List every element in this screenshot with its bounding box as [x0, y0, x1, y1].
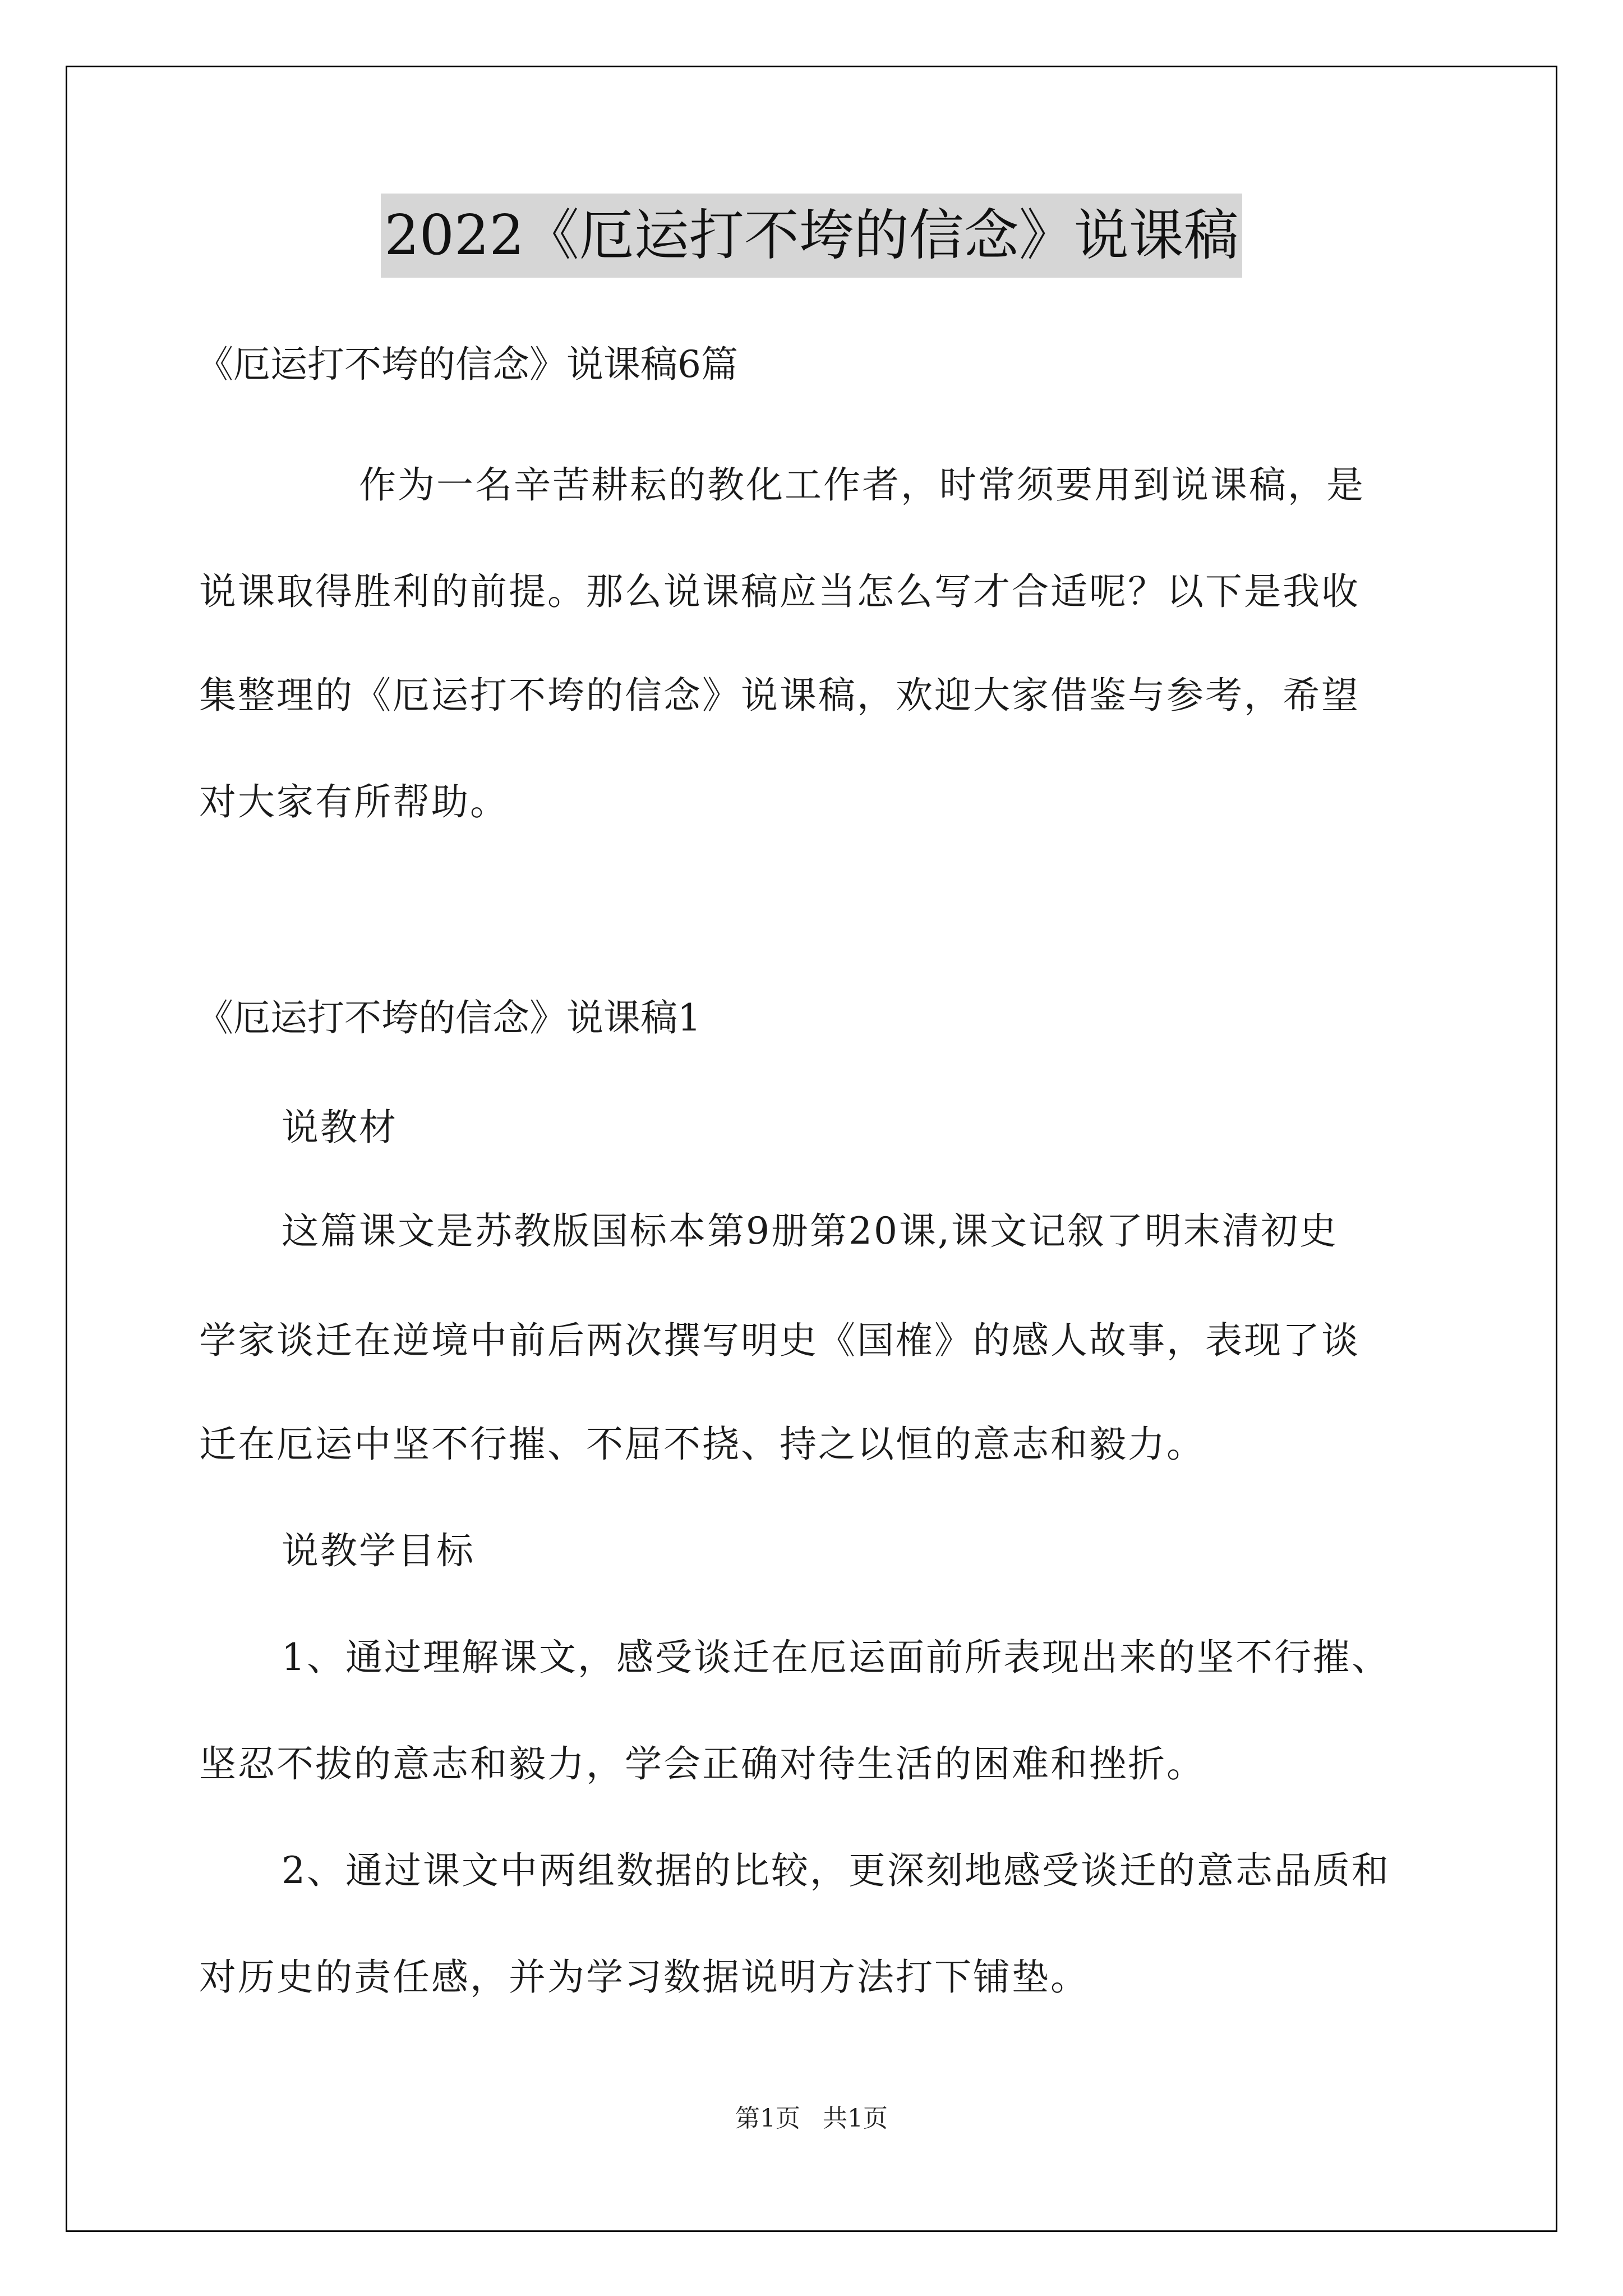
intro-line-2: 说课取得胜利的前提。那么说课稿应当怎么写才合适呢？以下是我收	[199, 570, 1360, 613]
goal1-line-1: 1、通过理解课文，感受谈迁在厄运面前所表现出来的坚不行摧、	[282, 1636, 1390, 1679]
heading-material: 说教材	[282, 1106, 398, 1149]
material-line-1: 这篇课文是苏教版国标本第9册第20课,课文记叙了明末清初史	[282, 1209, 1338, 1253]
subtitle: 《厄运打不垮的信念》说课稿6篇	[196, 343, 738, 386]
intro-line-3: 集整理的《厄运打不垮的信念》说课稿，欢迎大家借鉴与参考，希望	[199, 674, 1360, 717]
heading-goals: 说教学目标	[282, 1529, 475, 1572]
page-footer	[0, 2102, 1623, 2136]
goal2-line-2: 对历史的责任感，并为学习数据说明方法打下铺垫。	[199, 1955, 1089, 1999]
intro-line-1: 作为一名辛苦耕耘的教化工作者，时常须要用到说课稿，是	[359, 463, 1365, 507]
title-container	[0, 194, 1623, 278]
footer-page-total: 共1页	[823, 2104, 888, 2133]
goal2-line-1: 2、通过课文中两组数据的比较，更深刻地感受谈迁的意志品质和	[282, 1849, 1390, 1892]
material-line-3: 迁在厄运中坚不行摧、不屈不挠、持之以恒的意志和毅力。	[199, 1423, 1205, 1466]
footer-page-number: 第1页	[735, 2104, 800, 2133]
goal1-line-2: 坚忍不拔的意志和毅力，学会正确对待生活的困难和挫折。	[199, 1742, 1205, 1786]
intro-line-4: 对大家有所帮助。	[199, 780, 509, 823]
material-line-2: 学家谈迁在逆境中前后两次撰写明史《国榷》的感人故事，表现了谈	[199, 1319, 1360, 1362]
document-title: 2022《厄运打不垮的信念》说课稿	[381, 194, 1242, 278]
section-title: 《厄运打不垮的信念》说课稿1	[196, 996, 701, 1039]
